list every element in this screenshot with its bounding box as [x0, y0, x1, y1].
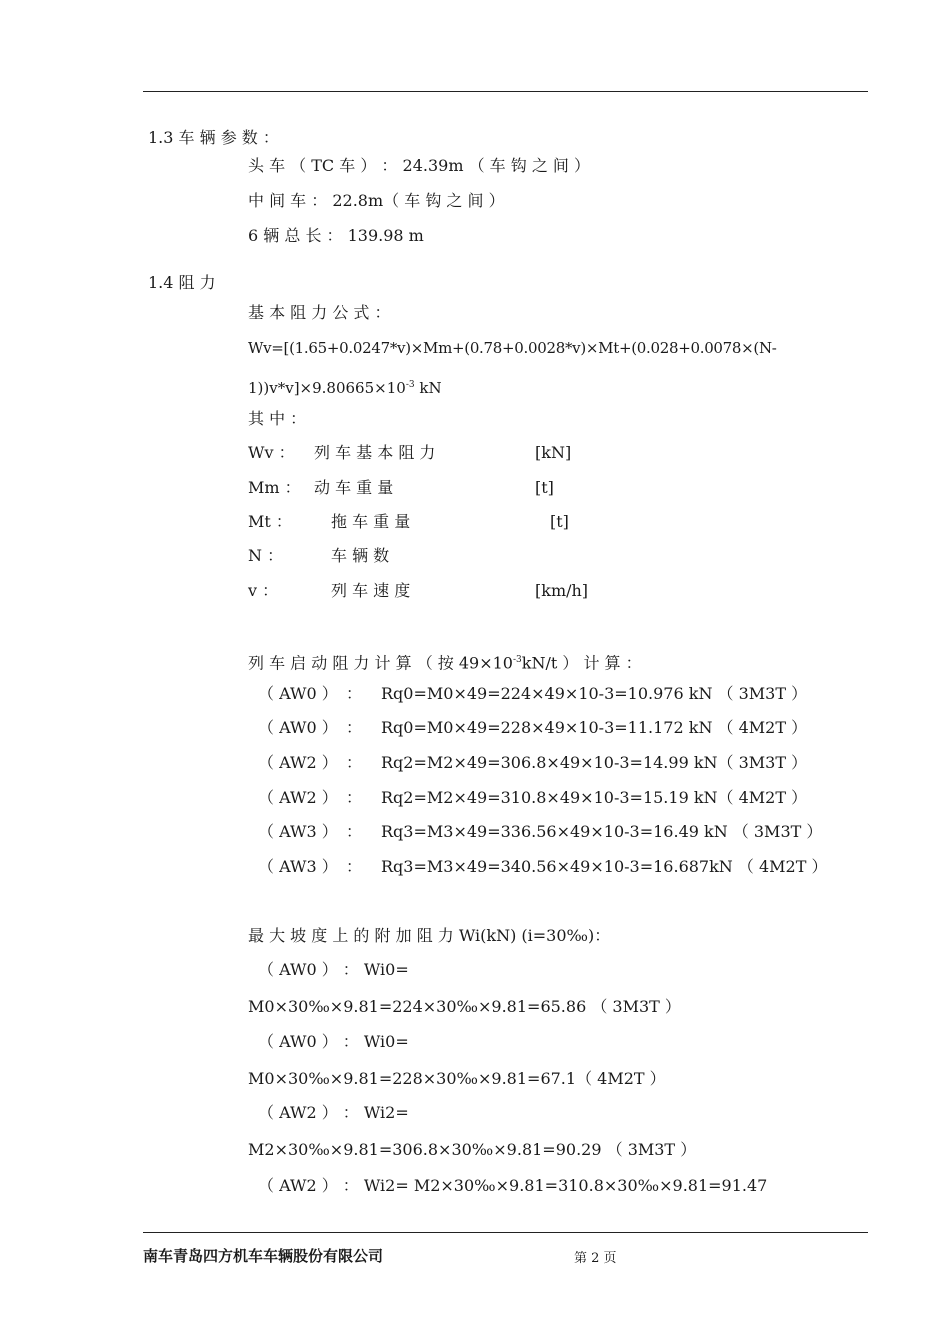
- start-row-sep: ：: [346, 822, 363, 841]
- def-description: 车 辆 数: [331, 546, 390, 565]
- train-total-length: 6 辆 总 长 ： 139.98 m: [248, 226, 424, 245]
- def-description: 动 车 重 量: [314, 478, 394, 497]
- footer-rule: [143, 1232, 868, 1233]
- start-row-expr: Rq3=M3×49=336.56×49×10-3=16.49 kN （ 3M3T ）: [381, 822, 823, 841]
- footer-page-number: 第 2 页: [574, 1251, 617, 1266]
- section-heading-1-3: 1.3 车 辆 参 数 ：: [148, 128, 279, 147]
- start-row-expr: Rq2=M2×49=306.8×49×10-3=14.99 kN（ 3M3T ）: [381, 753, 808, 772]
- start-row-sep: ：: [346, 684, 363, 703]
- grade-row-head: （ AW2 ） ： Wi2=: [258, 1103, 409, 1122]
- def-unit: [t]: [550, 512, 569, 531]
- start-row-load: （ AW3 ）: [258, 822, 338, 841]
- grade-row-body: M2×30‰×9.81=306.8×30‰×9.81=90.29 （ 3M3T ）: [248, 1140, 697, 1159]
- footer-company-name: 南车青岛四方机车车辆股份有限公司: [143, 1247, 384, 1265]
- start-row-sep: ：: [346, 753, 363, 772]
- start-resistance-title: [248, 650, 642, 673]
- start-row-expr: Rq2=M2×49=310.8×49×10-3=15.19 kN（ 4M2T ）: [381, 788, 808, 807]
- formula-line-1: Wv=[(1.65+0.0247*v)×Mm+(0.78+0.0028*v)×Mt+(0.028+0.0078×(N-: [248, 339, 777, 357]
- start-row-sep: ：: [346, 718, 363, 737]
- grade-row-head: （ AW0 ） ： Wi0=: [258, 1032, 409, 1051]
- start-row-load: （ AW0 ）: [258, 684, 338, 703]
- start-row-expr: Rq0=M0×49=224×49×10-3=10.976 kN （ 3M3T ）: [381, 684, 808, 703]
- grade-row-last: （ AW2 ） ： Wi2= M2×30‰×9.81=310.8×30‰×9.81=91.47: [258, 1176, 768, 1195]
- lead-car-length: 头 车 （ TC 车 ） ： 24.39m （ 车 钩 之 间 ）: [248, 156, 591, 175]
- middle-car-length: 中 间 车 ： 22.8m（ 车 钩 之 间 ）: [248, 191, 505, 210]
- def-unit: [kN]: [535, 443, 572, 462]
- def-symbol: Wv ：: [248, 443, 295, 462]
- where-label: 其 中 ：: [248, 409, 307, 428]
- start-row-load: （ AW3 ）: [258, 857, 338, 876]
- def-description: 拖 车 重 量: [331, 512, 411, 531]
- def-unit: [t]: [535, 478, 554, 497]
- start-row-expr: Rq0=M0×49=228×49×10-3=11.172 kN （ 4M2T ）: [381, 718, 808, 737]
- grade-row-head: （ AW0 ） ： Wi0=: [258, 960, 409, 979]
- def-symbol: Mm ：: [248, 478, 301, 497]
- formula-exponent: -3: [405, 380, 415, 390]
- def-symbol: N ：: [248, 546, 284, 565]
- grade-resistance-title: 最 大 坡 度 上 的 附 加 阻 力 Wi(kN) (i=30‰)：: [248, 926, 611, 945]
- start-row-load: （ AW0 ）: [258, 718, 338, 737]
- section-heading-1-4: 1.4 阻 力: [148, 273, 216, 292]
- start-title-exponent: -3: [513, 655, 522, 665]
- def-description: 列 车 基 本 阻 力: [314, 443, 436, 462]
- formula-line-2-text: 1))v*v]×9.80665×10: [248, 379, 406, 397]
- start-row-load: （ AW2 ）: [258, 753, 338, 772]
- start-row-sep: ：: [346, 788, 363, 807]
- header-rule: [143, 91, 868, 92]
- formula-line-2-unit: kN: [414, 379, 442, 397]
- def-symbol: Mt ：: [248, 512, 292, 531]
- start-title-text: 列 车 启 动 阻 力 计 算 （ 按 49×10: [248, 653, 513, 673]
- start-title-tail: kN/t ） 计 算 ：: [521, 653, 642, 673]
- def-description: 列 车 速 度: [331, 581, 411, 600]
- def-unit: [km/h]: [535, 581, 589, 600]
- formula-title: 基 本 阻 力 公 式 ：: [248, 303, 391, 322]
- def-symbol: v ：: [248, 581, 279, 600]
- start-row-load: （ AW2 ）: [258, 788, 338, 807]
- grade-row-body: M0×30‰×9.81=228×30‰×9.81=67.1（ 4M2T ）: [248, 1069, 666, 1088]
- start-row-expr: Rq3=M3×49=340.56×49×10-3=16.687kN （ 4M2T ）: [381, 857, 828, 876]
- grade-row-body: M0×30‰×9.81=224×30‰×9.81=65.86 （ 3M3T ）: [248, 997, 681, 1016]
- start-row-sep: ：: [346, 857, 363, 876]
- formula-line-2: [248, 375, 442, 398]
